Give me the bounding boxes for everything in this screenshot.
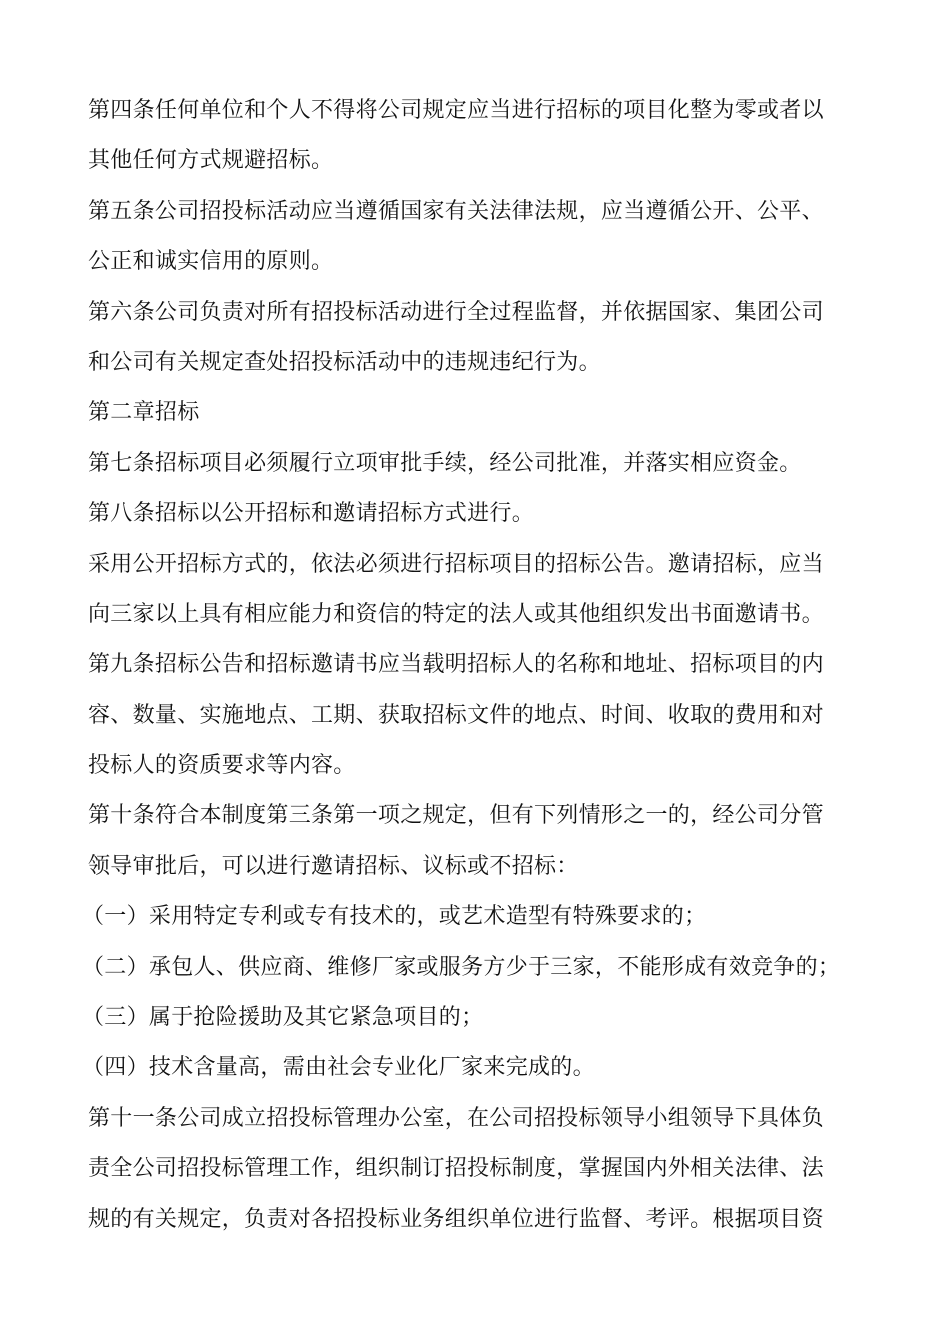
document-page <box>82 88 868 1247</box>
article-9-line-1: 第九条招标公告和招标邀请书应当载明招标人的名称和地址、招标项目的内 <box>88 652 824 678</box>
article-10-line-2: 领导审批后，可以进行邀请招标、议标或不招标： <box>88 853 579 879</box>
article-5-line-1: 第五条公司招投标活动应当遵循国家有关法律法规，应当遵循公开、公平、 <box>88 198 824 224</box>
article-9-line-3: 投标人的资质要求等内容。 <box>88 753 356 779</box>
article-11-line-1: 第十一条公司成立招投标管理办公室，在公司招投标领导小组领导下具体负 <box>88 1105 824 1131</box>
article-7-line-1: 第七条招标项目必须履行立项审批手续，经公司批准，并落实相应资金。 <box>88 450 802 476</box>
article-6-line-2: 和公司有关规定查处招投标活动中的违规违纪行为。 <box>88 349 601 375</box>
list-item-2: （二）承包人、供应商、维修厂家或服务方少于三家，不能形成有效竞争的； <box>82 954 841 980</box>
article-6-line-1: 第六条公司负责对所有招投标活动进行全过程监督，并依据国家、集团公司 <box>88 299 824 325</box>
article-11-line-2: 责全公司招投标管理工作，组织制订招投标制度，掌握国内外相关法律、法 <box>88 1156 824 1182</box>
list-item-3: （三）属于抢险援助及其它紧急项目的； <box>82 1005 484 1031</box>
list-item-1: （一）采用特定专利或专有技术的，或艺术造型有特殊要求的； <box>82 904 707 930</box>
list-item-4: （四）技术含量高，需由社会专业化厂家来完成的。 <box>82 1055 595 1081</box>
article-5-line-2: 公正和诚实信用的原则。 <box>88 249 334 275</box>
article-4-line-1: 第四条任何单位和个人不得将公司规定应当进行招标的项目化整为零或者以 <box>88 98 824 123</box>
article-8-line-1: 第八条招标以公开招标和邀请招标方式进行。 <box>88 501 535 527</box>
article-10-line-1: 第十条符合本制度第三条第一项之规定，但有下列情形之一的，经公司分管 <box>88 803 824 829</box>
article-11-line-3: 规的有关规定，负责对各招投标业务组织单位进行监督、考评。根据项目资 <box>88 1206 824 1232</box>
article-4-line-2: 其他任何方式规避招标。 <box>88 148 334 174</box>
article-8-para-line-1: 采用公开招标方式的，依法必须进行招标项目的招标公告。邀请招标，应当 <box>88 551 824 577</box>
article-8-para-line-2: 向三家以上具有相应能力和资信的特定的法人或其他组织发出书面邀请书。 <box>88 601 824 627</box>
chapter-2-heading: 第二章招标 <box>88 400 200 426</box>
article-9-line-2: 容、数量、实施地点、工期、获取招标文件的地点、时间、收取的费用和对 <box>88 702 824 728</box>
